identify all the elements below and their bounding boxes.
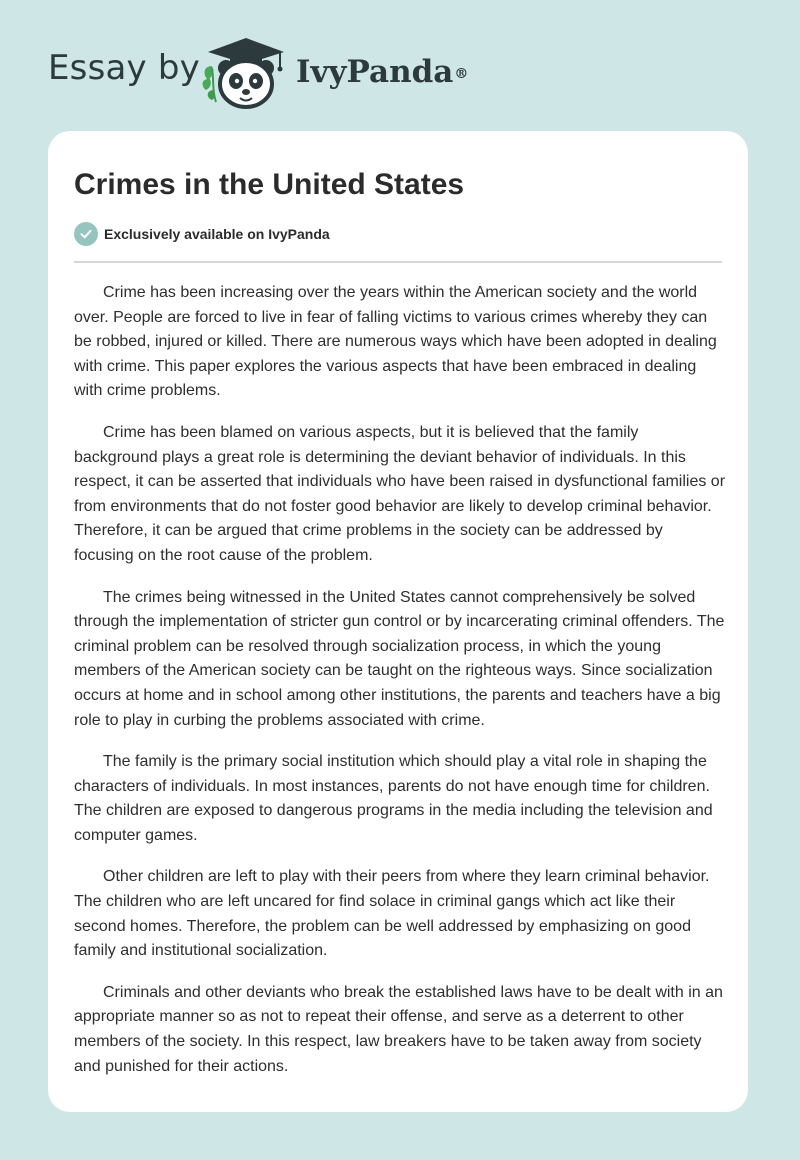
badge-label: Exclusively available on IvyPanda (104, 226, 330, 242)
essay-body (74, 281, 726, 1096)
divider (74, 261, 722, 263)
site-header (0, 0, 800, 130)
paragraph-3: The crimes being witnessed in the United States cannot comprehensively be solved through the implementation of stricter gun control or by incarcerating criminal offenders. The criminal problem can be resolved through socialization process, in which the young members of the American society can be taught on the righteous ways. Since socialization occurs at home and in school among other institutions, the parents and teachers have a big role to play in curbing the problems associated with crime. (74, 588, 725, 729)
paragraph-6: Criminals and other deviants who break the established laws have to be dealt with in an appropriate manner so as not to repeat their offense, and serve as a deterrent to other members of the society. In this respect, law breakers have to be taken away from society and punished for their actions. (74, 983, 723, 1075)
checkmark-icon (79, 227, 93, 241)
page-title: Crimes in the United States (74, 168, 465, 201)
registered-mark: ® (454, 66, 469, 82)
paragraph-5: Other children are left to play with their peers from where they learn criminal behavior. The children who are left uncared for find solace in criminal gangs which act like their second homes. Therefore, the problem can be well addressed by emphasizing on good family and institutional socialization. (74, 868, 710, 960)
exclusive-badge (74, 221, 330, 247)
brand-name[interactable] (296, 54, 468, 90)
brand-name-text: IvyPanda (296, 54, 454, 90)
essay-by-label: Essay by (48, 48, 200, 88)
panda-graduate-icon[interactable] (200, 34, 292, 110)
paragraph-4: The family is the primary social institution which should play a vital role in shaping the characters of individuals. In most instances, parents do not have enough time for children. The children are exposed to dangerous programs in the media including the television and computer games. (74, 753, 713, 844)
paragraph-2: Crime has been blamed on various aspects, but it is believed that the family background plays a great role is determining the deviant behavior of individuals. In this respect, it can be asserted that individuals who have been raised in dysfunctional families or from environments that do not foster good behavior are likely to develop criminal behavior. Therefore, it can be argued that crime problems in the society can be addressed by focusing on the root cause of the problem. (74, 423, 726, 564)
check-circle-icon (74, 222, 98, 246)
essay-card (48, 131, 748, 1112)
paragraph-1: Crime has been increasing over the years within the American society and the world over. People are forced to live in fear of falling victims to various crimes whereby they can be robbed, injured or killed. There are numerous ways which have been adopted in dealing with crime. This paper explores the various aspects that have been embraced in dealing with crime problems. (74, 284, 717, 400)
